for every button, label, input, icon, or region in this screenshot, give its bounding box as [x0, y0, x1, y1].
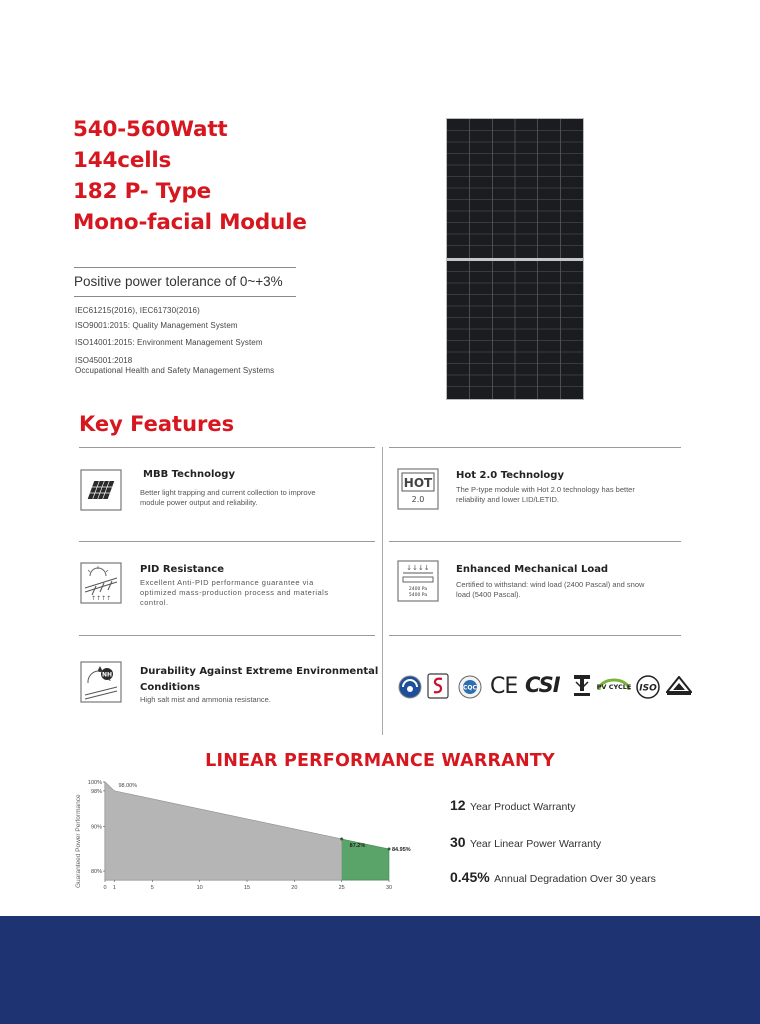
feature-mbb-desc	[140, 488, 316, 508]
warranty-heading: LINEAR PERFORMANCE WARRANTY	[205, 751, 555, 771]
iso-logo	[635, 675, 661, 704]
pv-cycle-logo	[597, 676, 631, 703]
ammonia-icon-text: NH	[101, 671, 113, 679]
x-tick-label: 20	[291, 885, 298, 891]
feature-mechanical-desc	[456, 580, 644, 600]
feature-mechanical-desc-line2: load (5400 Pascal).	[456, 590, 521, 599]
annual-degradation	[450, 869, 656, 887]
iso-logo-text: ISO	[639, 683, 657, 694]
feature-divider	[79, 447, 375, 448]
power-tolerance: Positive power tolerance of 0~+3%	[74, 274, 283, 289]
feature-mbb-title: MBB Technology	[143, 469, 235, 480]
y-tick-label: 100%	[87, 780, 102, 786]
power-warranty-years: 30	[450, 834, 466, 850]
mechanical-load-wind-text: 2400 Pa	[408, 587, 428, 592]
feature-durability-desc: High salt mist and ammonia resistance.	[140, 695, 271, 704]
annual-degradation-value: 0.45%	[450, 869, 490, 885]
product-warranty-label: Year Product Warranty	[470, 801, 576, 813]
svg-text:CQC: CQC	[463, 684, 477, 692]
feature-hot-desc	[456, 485, 635, 505]
y-tick-label: 80%	[90, 869, 102, 876]
product-title	[73, 114, 307, 238]
inmetro-logo	[573, 674, 591, 703]
x-tick-label: 1	[112, 885, 116, 891]
feature-mbb-desc-line2: module power output and reliability.	[140, 498, 258, 507]
feature-divider	[79, 541, 375, 542]
mechanical-load-snow-text: 5400 Pa	[408, 593, 428, 598]
mechanical-load-icon	[397, 560, 439, 602]
title-module: Mono-facial Module	[73, 210, 307, 235]
ce-logo: CE	[490, 674, 518, 699]
data-label-start: 98.00%	[118, 782, 138, 789]
svg-text:↑↑↑↑: ↑↑↑↑	[91, 595, 112, 602]
intertek-logo	[426, 673, 450, 704]
feature-pid-desc-line3: control.	[140, 598, 169, 607]
svg-text:↓↓↓↓: ↓↓↓↓	[406, 564, 430, 572]
cert-ohsms: Occupational Health and Safety Management Systems	[75, 366, 275, 375]
series-end-point-2	[340, 838, 343, 841]
cert-iec: IEC61215(2016), IEC61730(2016)	[75, 306, 200, 315]
feature-pid-desc	[140, 578, 329, 608]
feature-pid-desc-line2: optimized mass-production process and materials	[140, 588, 329, 597]
x-tick-label: 25	[338, 885, 345, 891]
pv-cycle-text: PV CYCLE	[597, 683, 631, 691]
feature-divider	[389, 447, 681, 448]
cert-iso9001: ISO9001:2015: Quality Management System	[75, 321, 238, 330]
y-tick-label: 98%	[90, 788, 102, 795]
x-tick-label: 15	[243, 885, 251, 891]
feature-mechanical-desc-line1: Certified to withstand: wind load (2400 Pascal) and snow	[456, 580, 645, 589]
series-area-2	[105, 782, 342, 880]
data-label-green-end: 84.95%	[392, 847, 411, 854]
feature-durability-title-line2: Conditions	[140, 682, 201, 693]
feature-column-divider-lower	[382, 447, 383, 735]
tuv-logo	[398, 675, 422, 704]
power-warranty	[450, 834, 601, 852]
chart-ylabel: Guaranteed Power Performance	[75, 794, 82, 888]
key-features-heading: Key Features	[79, 412, 235, 436]
power-warranty-label: Year Linear Power Warranty	[470, 838, 602, 850]
cert-iso14001: ISO14001:2015: Environment Management System	[75, 338, 263, 347]
divider-top	[74, 267, 296, 268]
y-tick-label: 90%	[90, 824, 102, 831]
solar-panel-image	[446, 118, 584, 400]
feature-pid-desc-line1: Excellent Anti-PID performance guarantee via	[140, 578, 314, 587]
feature-durability-title	[140, 664, 378, 696]
cert-iso45001: ISO45001:2018	[75, 356, 133, 365]
feature-divider	[389, 541, 681, 542]
feature-divider	[389, 635, 681, 636]
title-cells: 144cells	[73, 148, 172, 173]
feature-hot-desc-line1: The P-type module with Hot 2.0 technology has better	[456, 485, 635, 494]
data-label-grey-end: 87.2%	[349, 843, 366, 850]
pid-resistance-icon	[80, 562, 122, 604]
feature-mechanical-title: Enhanced Mechanical Load	[456, 564, 609, 575]
solar-panel-icon	[80, 469, 122, 511]
hot-icon-version: 2.0	[411, 495, 425, 504]
csi-logo: CSI	[525, 673, 560, 697]
certification-triangle-logo	[666, 676, 692, 701]
feature-hot-desc-line2: reliability and lower LID/LETID.	[456, 495, 559, 504]
title-type: 182 P- Type	[73, 179, 212, 204]
title-wattage: 540-560Watt	[73, 117, 228, 142]
hot-icon-text: HOT	[403, 476, 433, 490]
divider-bottom	[74, 296, 296, 297]
warranty-chart	[72, 776, 412, 902]
ammonia-salt-icon	[80, 661, 122, 703]
feature-mbb-desc-line1: Better light trapping and current collection to improve	[140, 488, 316, 497]
feature-divider	[79, 635, 375, 636]
feature-hot-title: Hot 2.0 Technology	[456, 470, 564, 481]
series-end-point-1	[388, 848, 391, 851]
footer-band	[0, 916, 760, 1024]
cqc-logo	[458, 675, 482, 704]
x-tick-label: 30	[385, 885, 393, 891]
hot-2-icon	[397, 468, 439, 510]
feature-durability-title-line1: Durability Against Extreme Environmental	[140, 666, 379, 677]
x-tick-label: 10	[196, 885, 203, 891]
annual-degradation-label: Annual Degradation Over 30 years	[494, 873, 656, 885]
x-tick-label: 0	[103, 885, 107, 891]
product-warranty-years: 12	[450, 797, 466, 813]
feature-pid-title: PID Resistance	[140, 564, 225, 575]
x-tick-label: 5	[150, 885, 154, 891]
product-warranty	[450, 797, 575, 815]
